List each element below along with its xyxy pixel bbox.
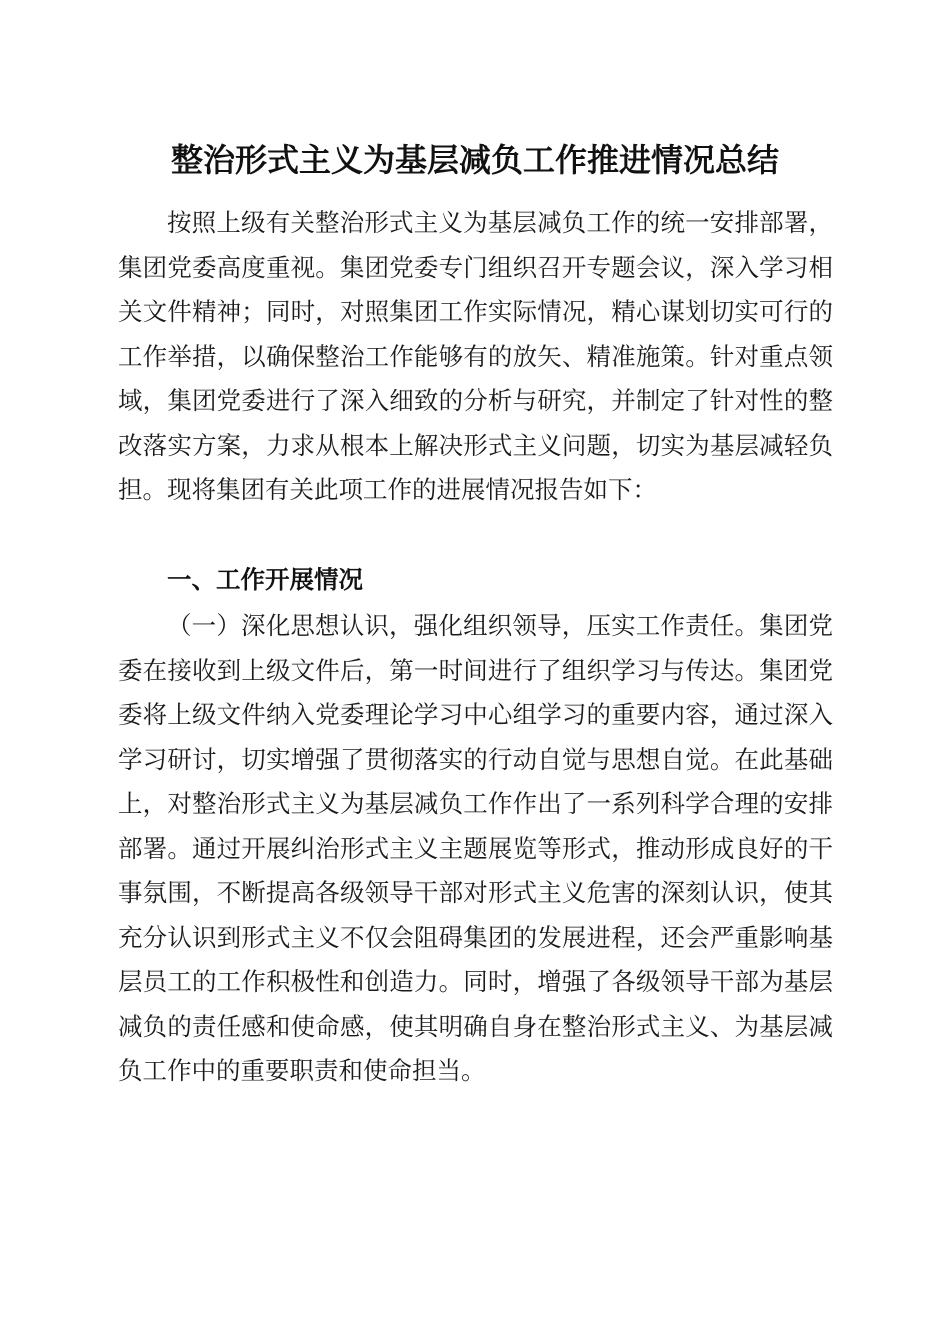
intro-paragraph: 按照上级有关整治形式主义为基层减负工作的统一安排部署，集团党委高度重视。集团党委专门组织召开专题会议，深入学习相关文件精神；同时，对照集团工作实际情况，精心谋划切实可行的工作举措，以确保整治工作能够有的放矢、精准施策。针对重点领域，集团党委进行了深入细致的分析与研究，并制定了针对性的整改落实方案，力求从根本上解决形式主义问题，切实为基层减轻负担。现将集团有关此项工作的进展情况报告如下： [118, 208, 833, 504]
document-title: 整治形式主义为基层减负工作推进情况总结 [170, 141, 779, 179]
section-heading: 一、工作开展情况 [167, 565, 363, 594]
section-paragraph: （一）深化思想认识，强化组织领导，压实工作责任。集团党委在接收到上级文件后，第一时间进行了组织学习与传达。集团党委将上级文件纳入党委理论学习中心组学习的重要内容，通过深入学习研讨，切实增强了贯彻落实的行动自觉与思想自觉。在此基础上，对整治形式主义为基层减负工作作出了一系列科学合理的安排部署。通过开展纠治形式主义主题展览等形式，推动形成良好的干事氛围，不断提高各级领导干部对形式主义危害的深刻认识，使其充分认识到形式主义不仅会阻碍集团的发展进程，还会严重影响基层员工的工作积极性和创造力。同时，增强了各级领导干部为基层减负的责任感和使命感，使其明确自身在整治形式主义、为基层减负工作中的重要职责和使命担当。 [118, 611, 833, 1085]
